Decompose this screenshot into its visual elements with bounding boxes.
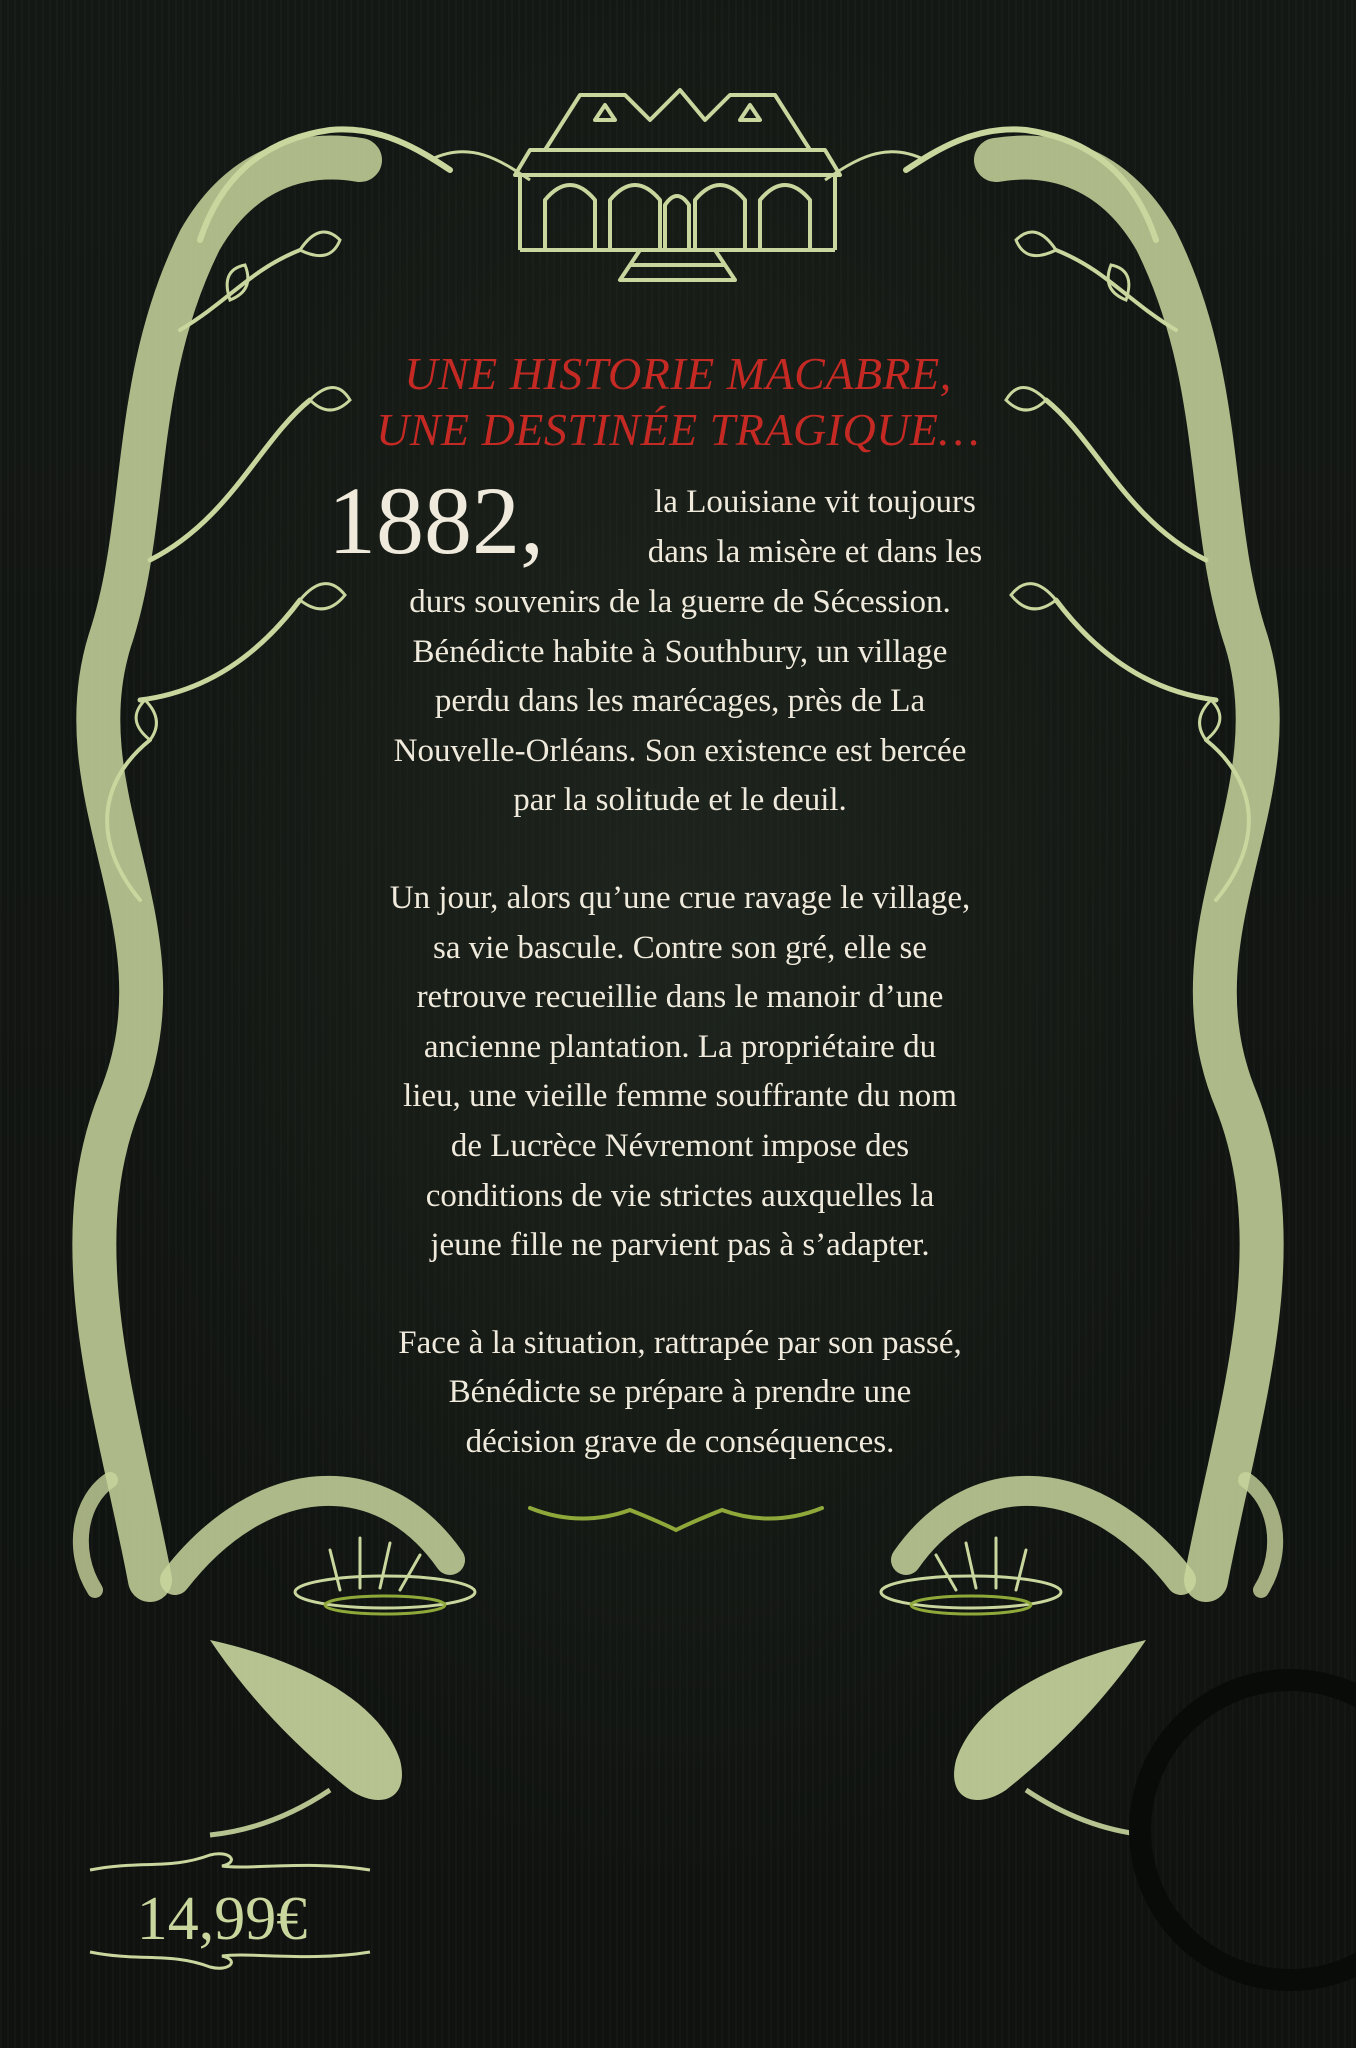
paragraph-line: sa vie bascule. Contre son gré, elle se: [433, 929, 927, 966]
paragraph-line: de Lucrèce Névremont impose des: [450, 1127, 910, 1164]
ring-decoration: [1140, 1680, 1356, 1980]
paragraph-line: Nouvelle-Orléans. Son existence est bercée: [393, 732, 967, 769]
paragraph-line: retrouve recueillie dans le manoir d’une: [416, 979, 944, 1016]
paragraph-line: par la solitude et le deuil.: [513, 782, 847, 819]
paragraph-line: Un jour, alors qu’une crue ravage le village,: [389, 879, 971, 916]
paragraph-line: Bénédicte se prépare à prendre une: [448, 1374, 912, 1411]
paragraph-line: lieu, une vieille femme souffrante du nom: [403, 1078, 957, 1115]
leaf-left-icon: [210, 1640, 402, 1800]
headline: [0, 346, 1356, 458]
paragraph-line: durs souvenirs de la guerre de Sécession.: [409, 584, 951, 620]
center-flourish: [530, 1508, 822, 1530]
paragraph-line: jeune fille ne parvient pas à s’adapter.: [430, 1227, 930, 1264]
paragraph-2: [320, 874, 1040, 1271]
headline-line-2: UNE DESTINÉE TRAGIQUE…: [376, 404, 980, 455]
paragraph-line: ancienne plantation. La propriétaire du: [423, 1028, 937, 1065]
paragraph-line: perdu dans les marécages, près de La: [434, 683, 926, 720]
manor-icon: [430, 90, 925, 280]
paragraph-line: Face à la situation, rattrapée par son passé,: [398, 1324, 962, 1361]
headline-line-1: UNE HISTORIE MACABRE,: [404, 348, 952, 399]
paragraph-line: la Louisiane vit toujours: [654, 484, 976, 520]
paragraph-1-opening: [320, 467, 1040, 628]
drop-year: 1882,: [328, 467, 544, 574]
paragraph-line: Bénédicte habite à Southbury, un village: [412, 633, 948, 670]
price-label: 14,99€: [136, 1885, 308, 1953]
synopsis: [320, 467, 1040, 1468]
paragraph-3: [320, 1319, 1040, 1468]
paragraph-line: dans la misère et dans les: [647, 534, 983, 570]
leaf-right-icon: [954, 1640, 1146, 1800]
paragraph-line: décision grave de conséquences.: [465, 1423, 895, 1460]
paragraph-line: conditions de vie strictes auxquelles la: [425, 1177, 935, 1214]
